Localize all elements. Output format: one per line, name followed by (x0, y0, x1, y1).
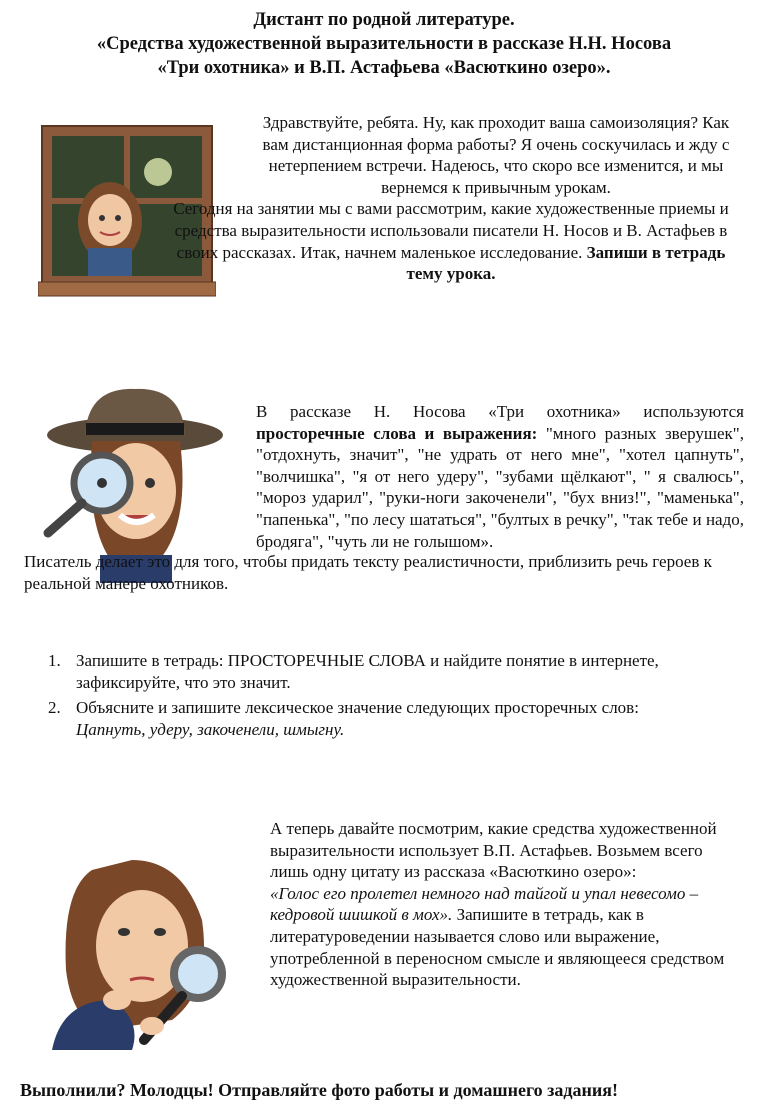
intro-paragraph-1: Здравствуйте, ребята. Ну, как проходит ваша самоизоляция? Как вам дистанционная форма работы? Я очень соскучилась и жду с нетерпением встречи. Надеюсь, что скоро все изменится, и мы вернемся к привычным урокам. (262, 113, 730, 197)
title-line-3: «Три охотника» и В.П. Астафьева «Васюткино озеро». (157, 58, 611, 78)
page-title (0, 8, 768, 80)
intro-instruction: Запиши в тетрадь тему урока. (406, 242, 726, 284)
intro-section (160, 112, 742, 285)
nosov-term: просторечные слова и выражения: (256, 423, 538, 443)
astafiev-lead: А теперь давайте посмотрим, какие средства художественной выразительности использует В.П. Астафьев. Возьмем всего лишь одну цитату из рассказа «Васюткино озеро»: (270, 819, 717, 882)
astafiev-task: Запишите в тетрадь, как в литературоведении называется слово или выражение, употребленной в переносном смысле и являющееся средством художественной выразительности. (270, 905, 725, 990)
task-list (48, 650, 744, 740)
thinking-girl-illustration (22, 850, 228, 1050)
astafiev-section (270, 818, 742, 991)
nosov-paragraph (256, 401, 744, 552)
nosov-lead: В рассказе Н. Носова «Три охотника» используются (256, 402, 744, 421)
nosov-quotes: "много разных зверушек", "отдохнуть, значит", "не удрать от него мне", "хотел цапнуть", "волчишка", "я от него удеру", "зубами щёлкают", " я свалюсь", "мороз ударил", "руки-ноги закоченели", "бух вниз!", "маменька", "папенька", "по лесу шататься", "бултых в речку", "так тебе и надо, бродяга", "чуть ли не голышом». (256, 423, 744, 551)
closing-message: Выполнили? Молодцы! Отправляйте фото работы и домашнего задания! (20, 1080, 618, 1100)
task-number-1: 1. (48, 651, 61, 670)
intro-paragraph-2 (160, 198, 742, 284)
title-line-1: Дистант по родной литературе. (253, 10, 515, 30)
task-text-1: Запишите в тетрадь: ПРОСТОРЕЧНЫЕ СЛОВА и найдите понятие в интернете, зафиксируйте, что это значит. (76, 651, 659, 692)
task-number-2: 2. (48, 698, 61, 718)
nosov-section (24, 401, 744, 594)
title-line-2: «Средства художественной выразительности в рассказе Н.Н. Носова (96, 34, 672, 54)
nosov-explanation: Писатель делает это для того, чтобы придать тексту реалистичности, приблизить речь героев к реальной манере охотников. (24, 552, 712, 593)
intro-paragraph-2-text: Сегодня на занятии мы с вами рассмотрим, какие художественные приемы и средства выразительности использовали писатели Н. Носов и В. Астафьев в своих рассказах. Итак, начнем маленькое исследование. (173, 199, 729, 262)
task-item-2 (48, 697, 744, 740)
astafiev-paragraph (270, 818, 742, 991)
task-item-1 (48, 650, 744, 693)
astafiev-quote: «Голос его пролетел немного над тайгой и упал невесомо – кедровой шишкой в мох». (270, 883, 699, 925)
task-words: Цапнуть, удеру, закоченели, шмыгну. (76, 719, 345, 739)
task-text-2: Объясните и запишите лексическое значение следующих просторечных слов: (76, 698, 639, 718)
